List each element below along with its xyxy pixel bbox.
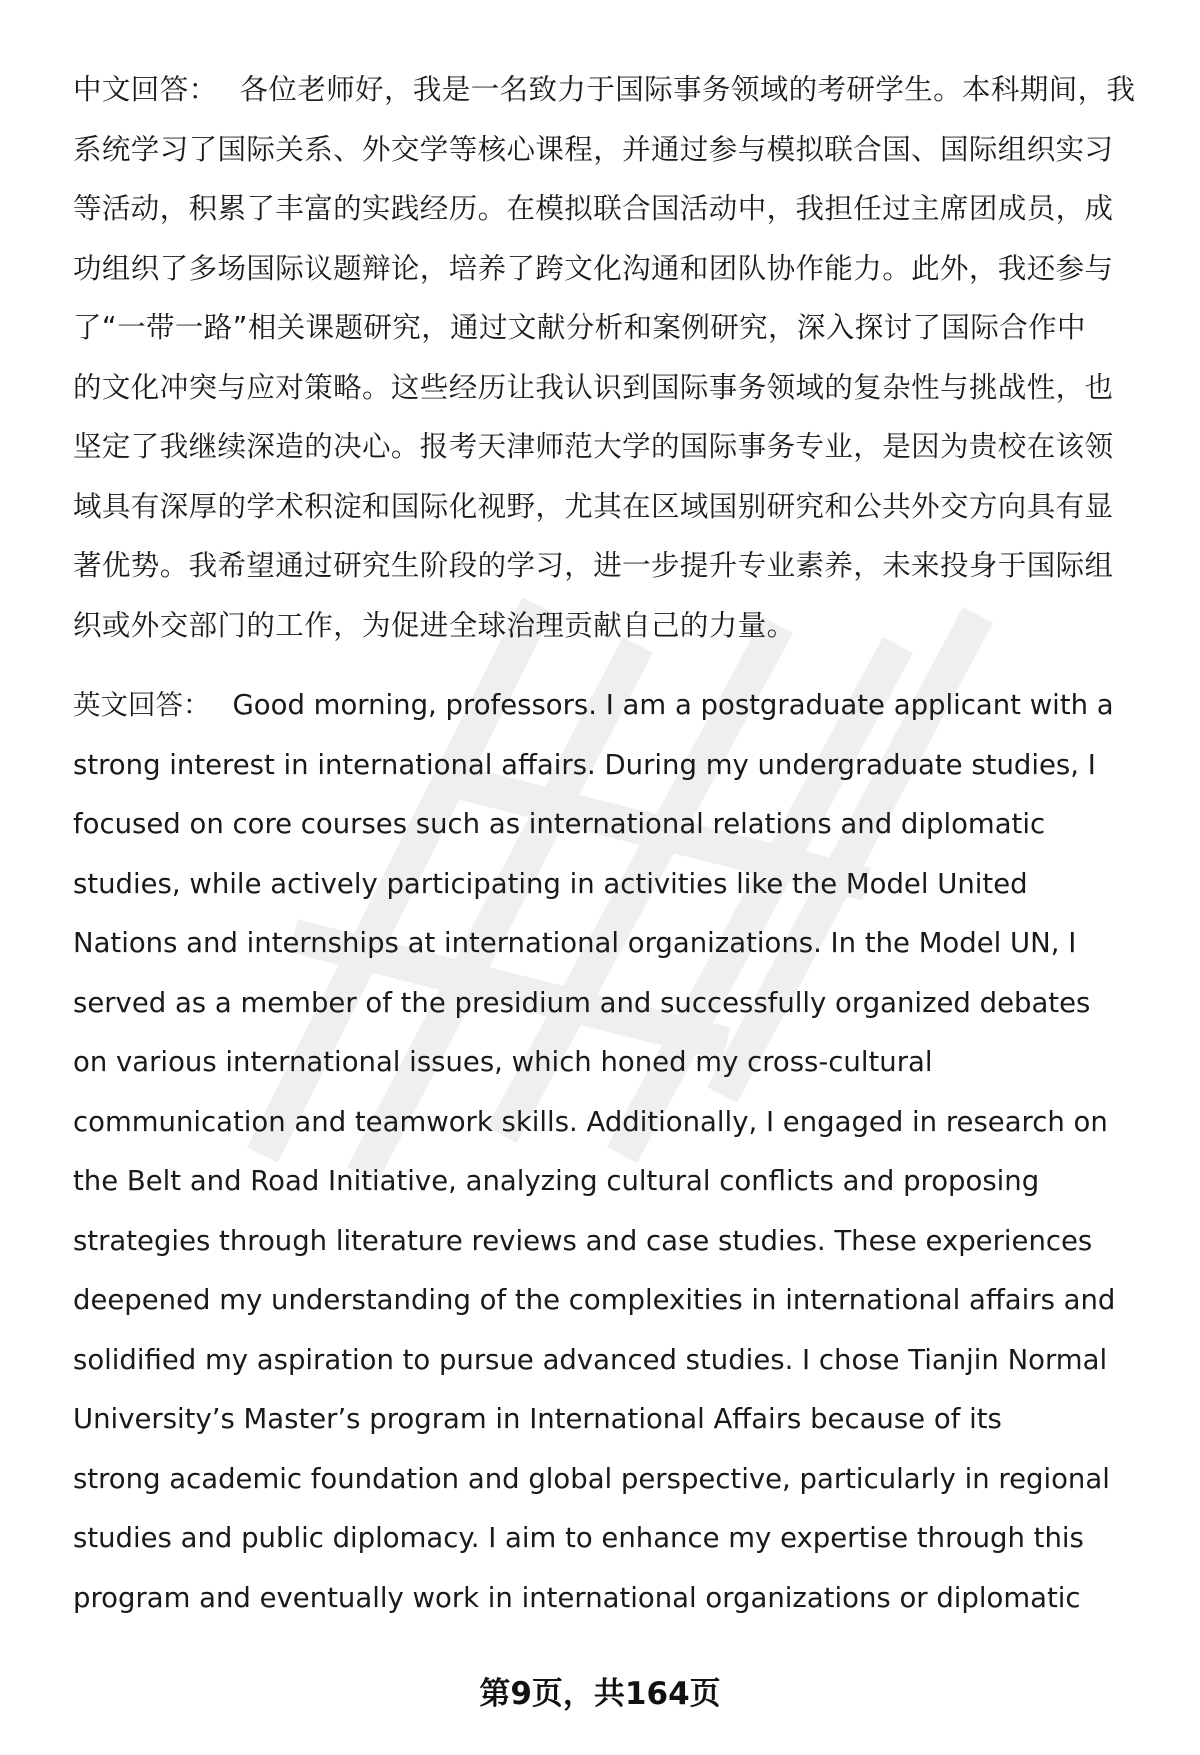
text-line: 中文回答： 各位老师好，我是一名致力于国际事务领域的考研学生。本科期间，我 bbox=[73, 73, 1136, 106]
text-line: strategies through literature reviews and case studies. These experiences bbox=[73, 1224, 1093, 1257]
text-line: deepened my understanding of the complexities in international affairs and bbox=[73, 1284, 1116, 1316]
text-line: 域具有深厚的学术积淀和国际化视野，尤其在区域国别研究和公共外交方向具有显 bbox=[73, 489, 1114, 523]
text-line: 坚定了我继续深造的决心。报考天津师范大学的国际事务专业，是因为贵校在该领 bbox=[73, 430, 1114, 463]
text-line: studies, while actively participating in activities like the Model United bbox=[73, 867, 1028, 900]
text-line: University’s Master’s program in International Affairs because of its bbox=[73, 1403, 1002, 1435]
text-line: Nations and internships at international organizations. In the Model UN, I bbox=[73, 927, 1077, 959]
text-line: studies and public diplomacy. I aim to enhance my expertise through this bbox=[73, 1522, 1084, 1554]
text-line: communication and teamwork skills. Additionally, I engaged in research on bbox=[73, 1105, 1108, 1138]
english-answer-label: 英文回答： bbox=[73, 689, 211, 721]
page-indicator: 第9页，共164页 bbox=[479, 1676, 721, 1712]
text-line: 英文回答： Good morning, professors. I am a postgraduate applicant with a bbox=[73, 689, 1114, 721]
text-line: focused on core courses such as international relations and diplomatic bbox=[73, 808, 1046, 840]
english-answer-paragraph bbox=[73, 676, 1153, 1628]
text-line: solidified my aspiration to pursue advanced studies. I chose Tianjin Normal bbox=[73, 1343, 1108, 1376]
chinese-answer-label: 中文回答： bbox=[73, 73, 218, 106]
text-line: strong interest in international affairs. During my undergraduate studies, I bbox=[73, 748, 1096, 781]
text-line: served as a member of the presidium and successfully organized debates bbox=[73, 986, 1091, 1019]
text-line: 了“一带一路”相关课题研究，通过文献分析和案例研究，深入探讨了国际合作中 bbox=[73, 311, 1086, 344]
text-line: strong academic foundation and global perspective, particularly in regional bbox=[73, 1462, 1110, 1495]
text-line: the Belt and Road Initiative, analyzing cultural conflicts and proposing bbox=[73, 1165, 1040, 1197]
text-line: 织或外交部门的工作，为促进全球治理贡献自己的力量。 bbox=[73, 608, 796, 642]
text-line: 功组织了多场国际议题辩论，培养了跨文化沟通和团队协作能力。此外，我还参与 bbox=[73, 251, 1114, 285]
text-line: 系统学习了国际关系、外交学等核心课程，并通过参与模拟联合国、国际组织实习 bbox=[73, 132, 1114, 166]
text-line: 的文化冲突与应对策略。这些经历让我认识到国际事务领域的复杂性与挑战性，也 bbox=[73, 370, 1114, 404]
chinese-answer-paragraph bbox=[73, 60, 1153, 655]
text-line: on various international issues, which honed my cross-cultural bbox=[73, 1046, 933, 1078]
document-body bbox=[73, 60, 1153, 1628]
text-line: 等活动，积累了丰富的实践经历。在模拟联合国活动中，我担任过主席团成员，成 bbox=[73, 192, 1114, 225]
text-line: 著优势。我希望通过研究生阶段的学习，进一步提升专业素养，未来投身于国际组 bbox=[73, 549, 1114, 582]
text-line: program and eventually work in international organizations or diplomatic bbox=[73, 1581, 1081, 1614]
